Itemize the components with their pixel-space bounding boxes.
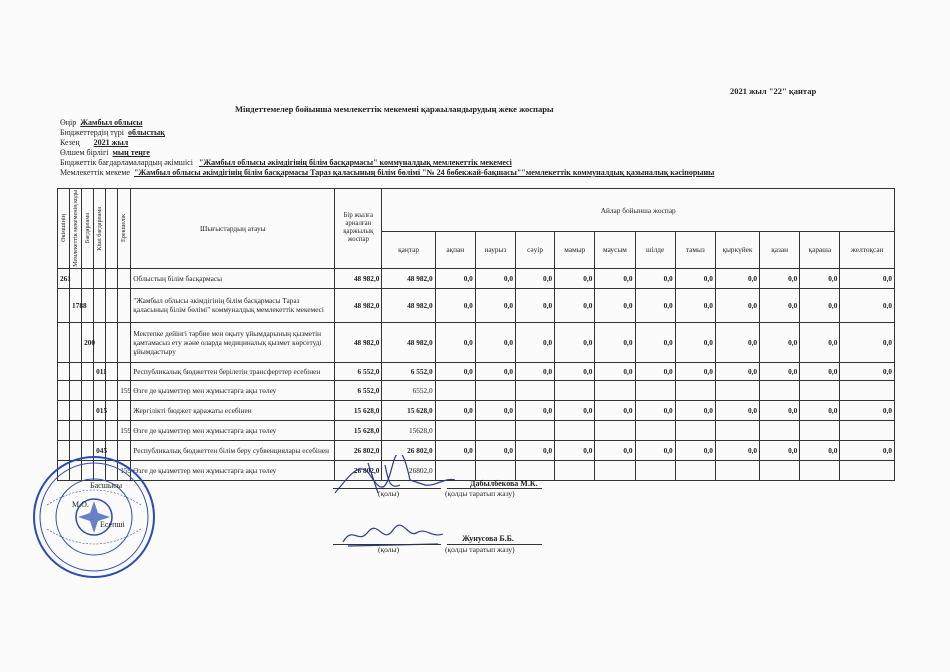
admin-code-cell — [58, 362, 70, 380]
month-amount-cell: 0,0 — [800, 440, 840, 460]
annual-amount-cell: 48 982,0 — [335, 268, 382, 288]
month-header: қазан — [760, 232, 800, 269]
month-amount-cell: 0,0 — [516, 288, 555, 322]
month-amount-cell: 0,0 — [635, 288, 675, 322]
month-amount-cell: 48 982,0 — [382, 288, 435, 322]
month-amount-cell: 0,0 — [435, 400, 475, 420]
month-amount-cell — [675, 460, 715, 480]
spare-cell — [106, 380, 118, 400]
month-amount-cell: 15628,0 — [382, 420, 435, 440]
header-col-specific: Ерекшелік — [118, 189, 131, 269]
meta-budget-type: Бюджеттердің түрі облыстық — [60, 128, 165, 137]
subprogram-code-cell: 045 — [94, 440, 106, 460]
table-row — [58, 362, 895, 380]
month-amount-cell — [475, 380, 515, 400]
month-amount-cell — [635, 380, 675, 400]
month-amount-cell: 0,0 — [760, 268, 800, 288]
month-amount-cell: 0,0 — [840, 288, 895, 322]
month-amount-cell: 0,0 — [435, 268, 475, 288]
month-amount-cell: 48 982,0 — [382, 268, 435, 288]
program-code-cell — [82, 380, 94, 400]
month-amount-cell: 0,0 — [715, 362, 759, 380]
specific-code-cell: 159 — [118, 420, 131, 440]
month-amount-cell: 0,0 — [555, 268, 595, 288]
month-amount-cell: 0,0 — [800, 362, 840, 380]
month-amount-cell — [435, 420, 475, 440]
month-amount-cell — [595, 380, 635, 400]
month-amount-cell: 0,0 — [635, 268, 675, 288]
month-amount-cell: 26 802,0 — [382, 440, 435, 460]
admin-code-cell — [58, 288, 70, 322]
month-header: мамыр — [555, 232, 595, 269]
month-amount-cell: 0,0 — [760, 322, 800, 362]
official-seal-stamp — [32, 455, 156, 579]
expense-name-cell: "Жамбыл облысы әкімдігінің білім басқармасы Тараз қаласының білім бөлімі" коммуналдық мемлекеттік мекемесі — [131, 288, 335, 322]
month-amount-cell: 0,0 — [635, 440, 675, 460]
month-amount-cell: 0,0 — [595, 288, 635, 322]
spare-cell — [106, 322, 118, 362]
month-amount-cell: 0,0 — [675, 268, 715, 288]
expense-name-cell: Жергілікті бюджет қаражаты есебінен — [131, 400, 335, 420]
month-header: наурыз — [475, 232, 515, 269]
header-monthly-plan: Айлар бойынша жоспар — [382, 189, 895, 232]
month-amount-cell: 0,0 — [555, 322, 595, 362]
specific-code-cell — [118, 400, 131, 420]
month-header: қараша — [800, 232, 840, 269]
month-amount-cell: 0,0 — [516, 322, 555, 362]
month-amount-cell — [840, 380, 895, 400]
month-amount-cell: 0,0 — [760, 440, 800, 460]
admin-code-cell — [58, 420, 70, 440]
month-amount-cell: 0,0 — [675, 400, 715, 420]
program-code-cell — [82, 420, 94, 440]
institution-code-cell: 1788 — [70, 288, 82, 322]
month-amount-cell — [555, 420, 595, 440]
subprogram-code-cell — [94, 322, 106, 362]
month-amount-cell — [555, 460, 595, 480]
month-amount-cell: 0,0 — [800, 400, 840, 420]
month-amount-cell: 0,0 — [715, 322, 759, 362]
month-amount-cell: 0,0 — [760, 288, 800, 322]
month-header: ақпан — [435, 232, 475, 269]
month-amount-cell — [516, 420, 555, 440]
specific-code-cell — [118, 268, 131, 288]
meta-unit: Өлшем бірлігі мың теңге — [60, 148, 150, 157]
month-amount-cell — [516, 460, 555, 480]
annual-amount-cell: 26 802,0 — [335, 460, 382, 480]
accountant-role-label: Есепші — [100, 520, 125, 529]
table-row — [58, 420, 895, 440]
header-col-subprogram: Кіші бағдарлама — [94, 189, 106, 269]
expense-name-cell: Өзге де қызметтер мен жұмыстарға ақы төлеу — [131, 420, 335, 440]
month-amount-cell: 0,0 — [595, 440, 635, 460]
month-amount-cell: 0,0 — [840, 362, 895, 380]
annual-amount-cell: 15 628,0 — [335, 420, 382, 440]
subprogram-code-cell: 011 — [94, 362, 106, 380]
month-amount-cell — [800, 420, 840, 440]
admin-code-cell — [58, 380, 70, 400]
financing-plan-table — [57, 188, 895, 481]
annual-amount-cell: 6 552,0 — [335, 380, 382, 400]
expense-name-cell: Республикалық бюджеттен білім беру субвенциялары есебінен — [131, 440, 335, 460]
annual-amount-cell: 48 982,0 — [335, 322, 382, 362]
month-amount-cell — [760, 380, 800, 400]
month-amount-cell: 0,0 — [516, 440, 555, 460]
month-amount-cell: 26802,0 — [382, 460, 435, 480]
institution-code-cell — [70, 268, 82, 288]
month-amount-cell: 0,0 — [475, 288, 515, 322]
header-col-spare — [106, 189, 118, 269]
month-amount-cell: 6552,0 — [382, 380, 435, 400]
subprogram-code-cell — [94, 380, 106, 400]
document-title: Міндеттемелер бойынша мемлекеттік мекемені қаржыландырудың жеке жоспары — [235, 104, 554, 114]
month-amount-cell: 0,0 — [435, 322, 475, 362]
specific-code-cell — [118, 288, 131, 322]
month-amount-cell: 0,0 — [715, 440, 759, 460]
admin-code-cell: 261 — [58, 268, 70, 288]
specific-code-cell: 159 — [118, 460, 131, 480]
spare-cell — [106, 288, 118, 322]
meta-administrator: Бюджеттік бағдарламалардың әкімшісі "Жамбыл облысы әкімдігінің білім басқармасы" коммуналдық мемлекеттік мекемесі — [60, 158, 512, 167]
accountant-name: Жунусова Б.Б. — [462, 534, 514, 543]
admin-code-cell — [58, 400, 70, 420]
month-amount-cell: 0,0 — [760, 362, 800, 380]
institution-code-cell — [70, 380, 82, 400]
month-amount-cell: 0,0 — [675, 362, 715, 380]
expense-name-cell: Өзге де қызметтер мен жұмыстарға ақы төлеу — [131, 380, 335, 400]
table-row — [58, 400, 895, 420]
header-annual-plan: Бір жылға арналған қаржылық жоспар — [335, 189, 382, 269]
month-header: шілде — [635, 232, 675, 269]
specific-code-cell — [118, 322, 131, 362]
month-amount-cell: 0,0 — [800, 322, 840, 362]
month-amount-cell: 0,0 — [635, 400, 675, 420]
meta-period: Кезең 2021 жыл — [60, 138, 129, 147]
head-name: Дабылбекова М.К. — [470, 479, 538, 488]
month-amount-cell: 0,0 — [475, 268, 515, 288]
decode-label-accountant: (қолды таратып жазу) — [445, 545, 515, 554]
month-header: қыркүйек — [715, 232, 759, 269]
table-row — [58, 288, 895, 322]
program-code-cell — [82, 400, 94, 420]
month-amount-cell: 0,0 — [635, 322, 675, 362]
month-amount-cell — [595, 420, 635, 440]
month-amount-cell: 0,0 — [555, 440, 595, 460]
month-amount-cell: 15 628,0 — [382, 400, 435, 420]
month-amount-cell: 0,0 — [555, 288, 595, 322]
expense-name-cell: Өзге де қызметтер мен жұмыстарға ақы төлеу — [131, 460, 335, 480]
annual-amount-cell: 26 802,0 — [335, 440, 382, 460]
expense-name-cell: Мектепке дейінгі тәрбие мен оқыту ұйымдарының қызметін қамтамасыз ету және оларда медициналық қызмет көрсетуді ұйымдастыру — [131, 322, 335, 362]
table-row — [58, 268, 895, 288]
spare-cell — [106, 362, 118, 380]
month-amount-cell: 0,0 — [516, 400, 555, 420]
month-amount-cell — [675, 380, 715, 400]
head-role-label: Басшысы — [90, 481, 123, 490]
month-amount-cell — [635, 420, 675, 440]
table-row — [58, 380, 895, 400]
month-amount-cell: 0,0 — [675, 288, 715, 322]
spare-cell — [106, 268, 118, 288]
header-col-admin: Әкімшінің — [58, 189, 70, 269]
month-amount-cell: 0,0 — [840, 400, 895, 420]
document-date: 2021 жыл "22" қантар — [730, 86, 817, 96]
month-amount-cell — [800, 460, 840, 480]
month-amount-cell: 0,0 — [435, 288, 475, 322]
month-amount-cell — [760, 460, 800, 480]
month-amount-cell: 0,0 — [840, 322, 895, 362]
table-row — [58, 322, 895, 362]
header-col-institution: Мемлекеттік мекеменің коды — [70, 189, 82, 269]
header-expense-name: Шығыстардың атауы — [131, 189, 335, 269]
expense-name-cell: Облыстың білім басқармасы — [131, 268, 335, 288]
table-row — [58, 440, 895, 460]
month-amount-cell: 0,0 — [715, 288, 759, 322]
month-amount-cell: 0,0 — [435, 362, 475, 380]
month-amount-cell: 0,0 — [516, 362, 555, 380]
meta-region: Өңір Жамбыл облысы — [60, 118, 143, 127]
institution-code-cell — [70, 420, 82, 440]
month-amount-cell: 0,0 — [595, 400, 635, 420]
month-amount-cell: 0,0 — [595, 268, 635, 288]
month-amount-cell: 6 552,0 — [382, 362, 435, 380]
month-amount-cell: 0,0 — [516, 268, 555, 288]
month-amount-cell: 0,0 — [475, 322, 515, 362]
month-amount-cell: 0,0 — [675, 322, 715, 362]
meta-institution: Мемлекеттік мекеме "Жамбыл облысы әкімдігінің білім басқармасы Тараз қаласының білім бөлімі "№ 24 бөбекжай-бақшасы""мемлекеттік коммуналдық қазыналық кәсіпорыны — [60, 168, 715, 177]
month-amount-cell — [435, 380, 475, 400]
month-amount-cell: 0,0 — [715, 268, 759, 288]
month-amount-cell: 0,0 — [595, 362, 635, 380]
decode-label-head: (қолды таратып жазу) — [445, 489, 515, 498]
spare-cell — [106, 400, 118, 420]
month-header: желтоқсан — [840, 232, 895, 269]
month-amount-cell: 0,0 — [475, 440, 515, 460]
month-amount-cell: 48 982,0 — [382, 322, 435, 362]
header-col-program: Бағдарлама — [82, 189, 94, 269]
subprogram-code-cell — [94, 420, 106, 440]
specific-code-cell: 159 — [118, 380, 131, 400]
month-amount-cell: 0,0 — [840, 440, 895, 460]
month-amount-cell: 0,0 — [675, 440, 715, 460]
program-code-cell — [82, 362, 94, 380]
annual-amount-cell: 48 982,0 — [335, 288, 382, 322]
month-amount-cell: 0,0 — [555, 362, 595, 380]
month-amount-cell — [675, 420, 715, 440]
month-header: тамыз — [675, 232, 715, 269]
annual-amount-cell: 15 628,0 — [335, 400, 382, 420]
expense-name-cell: Республикалық бюджеттен берілетін трансферттер есебінен — [131, 362, 335, 380]
month-amount-cell: 0,0 — [555, 400, 595, 420]
program-code-cell — [82, 268, 94, 288]
month-amount-cell — [800, 380, 840, 400]
month-amount-cell: 0,0 — [840, 268, 895, 288]
subprogram-code-cell — [94, 268, 106, 288]
month-amount-cell: 0,0 — [715, 400, 759, 420]
month-header: маусым — [595, 232, 635, 269]
month-amount-cell: 0,0 — [800, 288, 840, 322]
month-amount-cell: 0,0 — [475, 400, 515, 420]
admin-code-cell — [58, 322, 70, 362]
month-amount-cell — [715, 460, 759, 480]
institution-code-cell — [70, 362, 82, 380]
month-amount-cell — [715, 420, 759, 440]
signature-label-accountant: (қолы) — [378, 545, 400, 554]
month-amount-cell — [516, 380, 555, 400]
institution-code-cell — [70, 322, 82, 362]
month-header: қаңтар — [382, 232, 435, 269]
table-row — [58, 460, 895, 480]
month-amount-cell — [715, 380, 759, 400]
institution-code-cell — [70, 400, 82, 420]
month-amount-cell — [555, 380, 595, 400]
month-amount-cell: 0,0 — [475, 362, 515, 380]
seal-place-label: М.О. — [72, 500, 89, 509]
month-amount-cell — [760, 420, 800, 440]
month-amount-cell: 0,0 — [595, 322, 635, 362]
subprogram-code-cell — [94, 288, 106, 322]
month-amount-cell — [475, 460, 515, 480]
month-amount-cell: 0,0 — [800, 268, 840, 288]
program-code-cell: 200 — [82, 322, 94, 362]
month-amount-cell — [595, 460, 635, 480]
month-header: сәуір — [516, 232, 555, 269]
month-amount-cell — [840, 460, 895, 480]
month-amount-cell: 0,0 — [760, 400, 800, 420]
spare-cell — [106, 420, 118, 440]
signature-label-head: (қолы) — [378, 489, 400, 498]
month-amount-cell — [475, 420, 515, 440]
specific-code-cell — [118, 362, 131, 380]
month-amount-cell — [635, 460, 675, 480]
subprogram-code-cell: 015 — [94, 400, 106, 420]
month-amount-cell: 0,0 — [635, 362, 675, 380]
month-amount-cell: 0,0 — [435, 440, 475, 460]
month-amount-cell — [840, 420, 895, 440]
annual-amount-cell: 6 552,0 — [335, 362, 382, 380]
